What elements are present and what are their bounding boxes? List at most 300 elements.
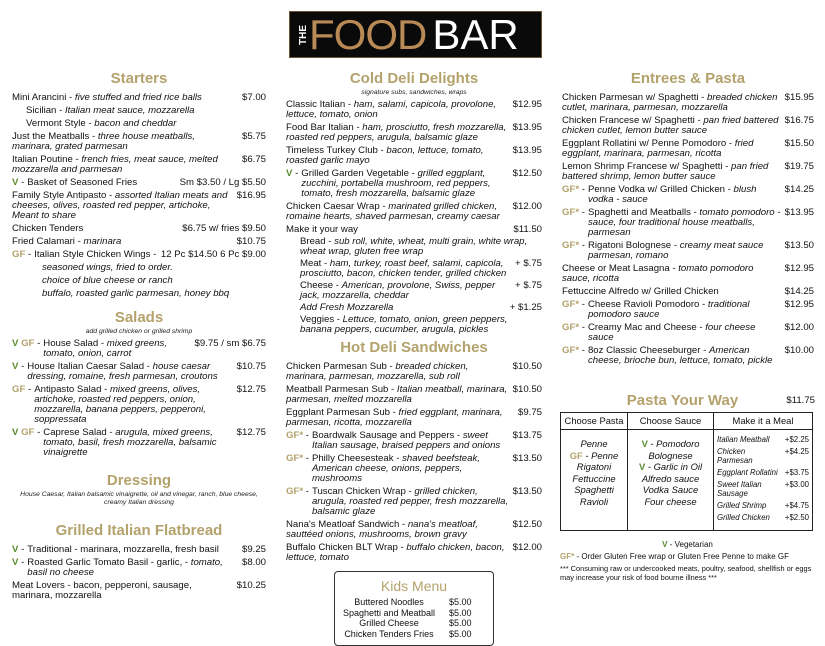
item-name: Food Bar Italian	[286, 122, 354, 133]
item-detail-line: choice of blue cheese or ranch	[42, 275, 173, 286]
menu-item	[286, 431, 542, 451]
option-description: Lettuce, tomato, onion, green peppers, banana peppers, cucumber, arugula, pickles	[300, 314, 508, 335]
item-description: ham, prosciutto, fresh mozzarella, roasted red peppers, arugula, balsamic glaze	[286, 122, 507, 143]
item-body: Spaghetti and Meatballs - tomato pomodoro - sauce, four traditional house meatballs, parmesan	[587, 207, 781, 238]
item-price: $10.75	[236, 361, 266, 372]
item-name: Caprese Salad	[43, 427, 107, 438]
gluten-free-tag: GF*	[562, 345, 580, 356]
item-description: arugula, mixed greens, tomato, basil, fresh mozzarella, balsamic vinaigrette	[43, 427, 217, 458]
item-price: $14.25	[784, 286, 814, 297]
sauce-option-name: Alfredo sauce	[641, 472, 700, 484]
meal-option	[717, 468, 809, 477]
flatbread-section	[12, 522, 266, 601]
menu-item	[562, 93, 814, 113]
menu-item	[286, 202, 542, 222]
item-price: $9.25	[241, 544, 266, 555]
gluten-free-tag: GF*	[562, 240, 580, 251]
item-tags: GF -	[12, 249, 32, 260]
gluten-free-tag: GF	[21, 427, 35, 438]
item-name: Creamy Mac and Cheese	[587, 322, 700, 333]
item-price: $14.25	[784, 184, 814, 195]
item-description: bacon, lettuce, tomato, roasted garlic mayo	[286, 145, 484, 166]
kids-menu-box	[334, 571, 494, 646]
menu-item	[286, 408, 542, 428]
item-description: pan fried battered chicken cutlet, lemon butter sauce	[562, 115, 779, 136]
item-body: Chicken Caesar Wrap - marinated grilled chicken, romaine hearts, shaved parmesan, creamy caesar	[286, 201, 500, 222]
item-tags: GF* -	[562, 345, 585, 356]
item-body	[12, 581, 233, 601]
menu-item	[12, 428, 266, 458]
gluten-free-tag: GF*	[562, 207, 580, 218]
item-description: marinated grilled chicken, romaine hearts, shaved parmesan, creamy caesar	[286, 201, 500, 222]
item-tags: V -	[12, 177, 25, 188]
item-tags: GF* -	[286, 430, 309, 441]
header-make-meal: Make it a Meal	[714, 413, 813, 430]
item-price: $12.00	[784, 322, 814, 333]
item-description: shaved beefsteak, American cheese, onions, peppers, mushrooms	[311, 453, 480, 484]
gluten-free-tag: GF*	[286, 486, 304, 497]
option-body	[300, 303, 506, 313]
option-name: Meat	[300, 258, 322, 269]
pasta-option	[561, 438, 627, 450]
pasta-option	[561, 484, 627, 496]
item-price: $10.25	[236, 580, 266, 591]
menu-item	[286, 146, 542, 166]
sauce-option-name: Bolognese	[648, 449, 693, 461]
item-price: $13.50	[784, 240, 814, 251]
vegetarian-tag: V	[12, 177, 19, 188]
entrees-section	[562, 70, 814, 366]
meal-option-price: +$4.25	[784, 447, 809, 456]
meal-option-name: Sweet Italian Sausage	[717, 480, 762, 498]
item-name: Chicken Caesar Wrap	[286, 201, 380, 212]
item-name: Eggplant Rollatini w/ Penne Pomodoro	[562, 138, 727, 149]
item-body	[27, 178, 175, 188]
item-body: Rigatoni Bolognese - creamy meat sauce parmesan, romano	[587, 240, 764, 261]
left-column	[12, 70, 266, 601]
menu-item	[286, 454, 542, 484]
pasta-your-way-title: Pasta Your Way	[626, 392, 739, 409]
dressing-section	[12, 472, 266, 510]
item-body: Food Bar Italian - ham, prosciutto, fresh mozzarella, roasted red peppers, arugula, balsamic glaze	[286, 122, 507, 143]
item-name: Buffalo Chicken BLT Wrap	[286, 542, 398, 553]
item-body: Grilled Garden Vegetable - grilled eggplant, zucchini, portabella mushroom, red peppers, tomato, fresh mozzarella, balsamic glaze	[301, 168, 491, 199]
vegetarian-tag: V	[12, 338, 19, 349]
item-tags: GF* -	[562, 184, 585, 195]
section-note: House Caesar, Italian balsamic vinaigrette, oil and vinegar, ranch, blue cheese, creamy Italian dressing	[20, 491, 258, 506]
item-body: House Italian Caesar Salad - house caesar dressing, romaine, fresh parmesan, croutons	[27, 361, 218, 382]
item-description: tomato, basil no cheese	[27, 557, 223, 578]
item-name: Nana's Meatloaf Sandwich	[286, 519, 400, 530]
build-option	[286, 281, 542, 301]
menu-item	[12, 237, 266, 247]
kids-item	[335, 629, 493, 640]
meal-option	[717, 513, 809, 522]
item-name: Antipasto Salad	[34, 384, 102, 395]
item-body: Cheese Ravioli Pomodoro - traditional pomodoro sauce	[587, 299, 750, 320]
gluten-free-tag: GF	[12, 384, 26, 395]
sauce-option-name: Garlic in Oil	[653, 461, 703, 472]
item-body: Fried Calamari - marinara	[12, 236, 122, 247]
item-price: $10.00	[784, 345, 814, 356]
item-price: $13.95	[512, 122, 542, 133]
menu-item	[562, 162, 814, 182]
item-price: $13.75	[512, 430, 542, 441]
item-price: $16.95	[236, 190, 266, 201]
item-body: 8oz Classic Cheeseburger - American cheese, brioche bun, lettuce, tomato, pickle	[587, 345, 773, 366]
menu-item	[12, 132, 266, 152]
gluten-free-tag: GF*	[562, 299, 580, 310]
item-body: Just the Meatballs - three house meatballs, marinara, grated parmesan	[12, 131, 195, 152]
gluten-free-tag: GF*	[286, 430, 304, 441]
section-title: Cold Deli Delights	[349, 70, 479, 87]
kids-item-price: $5.00	[449, 628, 472, 639]
item-name: Classic Italian	[286, 99, 346, 110]
option-price: + $.75	[515, 258, 542, 269]
item-price: $12.75	[236, 384, 266, 395]
vegetarian-tag: V	[641, 438, 648, 449]
item-price: $10.50	[512, 384, 542, 395]
item-price: $13.50	[512, 453, 542, 464]
meal-option-name: Grilled Shrimp	[717, 501, 767, 510]
section-title: Hot Deli Sandwiches	[340, 339, 488, 356]
menu-item	[562, 300, 814, 320]
pasta-option-name: Penne	[591, 449, 619, 461]
item-body: Antipasto Salad - mixed greens, olives, artichoke, roasted red peppers, onion, mozzarella, banana peppers, pepperoni, soppressata	[34, 384, 206, 425]
sauce-option-name: Four cheese	[644, 495, 697, 507]
option-description: American, provolone, Swiss, pepper jack, mozzarella, cheddar	[300, 280, 496, 301]
sub-item-description: bacon and cheddar	[94, 118, 177, 129]
item-tags: V GF -	[12, 338, 41, 349]
build-option	[286, 237, 542, 257]
option-body: Cheese - American, provolone, Swiss, pepper jack, mozzarella, cheddar	[300, 280, 496, 301]
item-tags: V -	[286, 168, 299, 179]
meal-option	[717, 435, 809, 444]
section-title: Grilled Italian Flatbread	[55, 522, 223, 539]
section-title: Dressing	[106, 472, 172, 489]
menu-item	[562, 346, 814, 366]
meal-option-name: Eggplant Rollatini	[717, 468, 778, 477]
item-body	[34, 250, 157, 260]
item-body: Mini Arancini - five stuffed and fried rice balls	[12, 92, 202, 103]
item-name: Make it your way	[286, 224, 358, 235]
option-body: Meat - ham, turkey, roast beef, salami, capicola, prosciutto, bacon, chicken tender, grilled chicken	[300, 258, 507, 279]
menu-item	[286, 100, 542, 120]
menu-item	[286, 169, 542, 199]
item-tags: V -	[12, 557, 25, 568]
item-name: Chicken Parmesan Sub	[286, 361, 387, 372]
build-option	[286, 315, 542, 335]
item-name: Philly Cheesesteak	[311, 453, 394, 464]
item-body	[27, 545, 238, 555]
menu-item	[562, 323, 814, 343]
header-choose-pasta: Choose Pasta	[561, 413, 628, 430]
item-description: tomato pomodoro - sauce, four traditional house meatballs, parmesan	[587, 207, 781, 238]
food-safety-warning: *** Consuming raw or undercooked meats, poultry, seafood, shellfish or eggs may increase your risk of food bourne illness ***	[560, 564, 812, 582]
menu-item	[562, 185, 814, 205]
item-price: $12.00	[512, 201, 542, 212]
item-body: Penne Vodka w/ Grilled Chicken - blush vodka - sauce	[587, 184, 757, 205]
item-tags: GF* -	[562, 240, 585, 251]
item-price: $13.95	[784, 207, 814, 218]
sub-item: Sicilian - Italian meat sauce, mozzarella	[26, 105, 195, 116]
item-description: buffalo chicken, bacon, lettuce, tomato	[286, 542, 505, 563]
item-price: $19.75	[784, 161, 814, 172]
item-description: house caesar dressing, romaine, fresh parmesan, croutons	[27, 361, 218, 382]
item-price: $7.00	[241, 92, 266, 103]
item-description: grilled chicken, arugula, roasted red pepper, fresh mozzarella, balsamic glaze	[311, 486, 509, 517]
item-name: Lemon Shrimp Francese w/ Spaghetti	[562, 161, 723, 172]
vegetarian-tag: V	[12, 557, 19, 568]
logo: THE FOOD BAR	[289, 11, 542, 58]
item-body: Meatball Parmesan Sub - Italian meatball, marinara, parmesan, melted mozzarella	[286, 384, 508, 405]
menu-item	[12, 155, 266, 175]
pasta-option-name: Ravioli	[579, 495, 609, 507]
item-description: assorted Italian meats and cheeses, olives, roasted red pepper, artichoke, Meant to share	[12, 190, 228, 221]
item-description: fried eggplant, marinara, parmesan, ricotta, mozzarella	[286, 407, 503, 428]
kids-item	[335, 618, 493, 629]
item-name: Meatball Parmesan Sub	[286, 384, 389, 395]
item-name: House Salad	[43, 338, 99, 349]
item-body: Timeless Turkey Club - bacon, lettuce, tomato, roasted garlic mayo	[286, 145, 484, 166]
pasta-option	[561, 496, 627, 508]
meal-option	[717, 447, 809, 465]
sauce-option	[628, 450, 713, 462]
section-note: signature subs, sandwiches, wraps	[361, 89, 467, 96]
item-description: four cheese sauce	[587, 322, 756, 343]
menu-item	[12, 581, 266, 601]
item-description: traditional pomodoro sauce	[587, 299, 750, 320]
kids-item-name: Grilled Cheese	[359, 618, 419, 628]
menu-item	[286, 487, 542, 517]
vegetarian-tag: V	[12, 361, 19, 372]
menu-item	[12, 362, 266, 382]
kids-item-price: $5.00	[449, 618, 472, 628]
item-tags: GF* -	[562, 207, 585, 218]
item-price: $15.95	[784, 92, 814, 103]
menu-item	[562, 208, 814, 238]
salads-section	[12, 309, 266, 458]
item-price: Sm $3.50 / Lg $5.50	[179, 177, 266, 188]
kids-item-name: Buttered Noodles	[354, 597, 424, 607]
item-body: Chicken Parmesan Sub - breaded chicken, marinara, parmesan, mozzarella, sub roll	[286, 361, 469, 382]
item-name: Tuscan Chicken Wrap	[311, 486, 406, 497]
vegetarian-tag: V	[12, 544, 19, 555]
item-description: ham, salami, capicola, provolone, lettuce, tomato, onion	[286, 99, 497, 120]
meal-option-price: +$3.00	[784, 480, 809, 489]
menu-item	[12, 545, 266, 555]
item-tags: V -	[12, 361, 25, 372]
gluten-free-tag: GF*	[562, 184, 580, 195]
item-name: Grilled Garden Vegetable	[301, 168, 410, 179]
sauce-option	[628, 473, 713, 485]
meal-option-name: Chicken Parmesan	[717, 447, 753, 465]
item-price: $12.50	[512, 168, 542, 179]
item-body	[562, 287, 781, 297]
item-price: $12.95	[784, 263, 814, 274]
item-name: Boardwalk Sausage and Peppers	[311, 430, 455, 441]
option-name: Veggies	[300, 314, 335, 325]
item-price: $12.00	[512, 542, 542, 553]
item-price: $10.50	[512, 361, 542, 372]
gluten-free-tag: GF	[12, 249, 26, 260]
item-body: House Salad - mixed greens, tomato, onion, carrot	[43, 338, 168, 359]
pasta-options	[561, 430, 628, 531]
item-body: Eggplant Rollatini w/ Penne Pomodoro - fried eggplant, marinara, parmesan, ricotta	[562, 138, 754, 159]
item-body: Roasted Garlic Tomato Basil - garlic, - tomato, basil no cheese	[27, 557, 223, 578]
item-price: 12 Pc $14.50 6 Pc $9.00	[160, 249, 266, 260]
item-tags: V -	[12, 544, 25, 555]
item-price: $5.75	[241, 131, 266, 142]
item-name: Meat Lovers - bacon, pepperoni, sausage, marinara, mozzarella	[12, 580, 192, 601]
item-body: Cheese or Meat Lasagna - tomato pomodoro sauce, ricotta	[562, 263, 754, 284]
item-price: $11.50	[513, 224, 542, 235]
item-name: Italian Style Chicken Wings -	[34, 249, 157, 260]
item-name: House Italian Caesar Salad	[27, 361, 145, 372]
section-title: Salads	[114, 309, 164, 326]
starters-section	[12, 70, 266, 299]
item-tags: GF* -	[562, 299, 585, 310]
item-name: 8oz Classic Cheeseburger	[587, 345, 701, 356]
item-description: creamy meat sauce parmesan, romano	[587, 240, 764, 261]
item-name: Chicken Tenders	[12, 223, 84, 234]
item-name: Rigatoni Bolognese	[587, 240, 672, 251]
meal-option-price: +$4.75	[784, 501, 809, 510]
sub-item-name: Vermont Style	[26, 118, 86, 129]
right-column	[562, 70, 814, 366]
item-price: $10.75	[236, 236, 266, 247]
menu-item	[286, 362, 542, 382]
pasta-option-name: Spaghetti	[574, 484, 614, 495]
item-body: Chicken Francese w/ Spaghetti - pan fried battered chicken cutlet, lemon butter sauce	[562, 115, 779, 136]
option-price: + $.75	[515, 280, 542, 291]
item-body: Chicken Parmesan w/ Spaghetti - breaded chicken cutlet, marinara, parmesan, mozzarella	[562, 92, 778, 113]
item-description: blush vodka - sauce	[587, 184, 757, 205]
option-body: Bread - sub roll, white, wheat, multi grain, white wrap, wheat wrap, gluten free wrap	[300, 236, 528, 257]
pasta-option-name: Rigatoni	[576, 461, 612, 472]
item-body: Family Style Antipasto - assorted Italian meats and cheeses, olives, roasted red pepper, artichoke, Meant to share	[12, 190, 228, 221]
vegetarian-tag: V	[12, 427, 19, 438]
item-price: $15.50	[784, 138, 814, 149]
item-name: Eggplant Parmesan Sub	[286, 407, 390, 418]
item-tags: V GF -	[12, 427, 41, 438]
item-description: tomato pomodoro sauce, ricotta	[562, 263, 754, 284]
item-price: $6.75 w/ fries $9.50	[182, 223, 266, 234]
item-body: Lemon Shrimp Francese w/ Spaghetti - pan fried battered shrimp, lemon butter sauce	[562, 161, 769, 182]
item-body: Nana's Meatloaf Sandwich - nana's meatloaf, sauttéed onions, mushrooms, brown gravy	[286, 519, 478, 540]
item-description: mixed greens, tomato, onion, carrot	[43, 338, 168, 359]
item-tags: GF* -	[286, 486, 309, 497]
meal-options	[714, 430, 813, 531]
item-price: $9.75	[517, 407, 542, 418]
item-price: $12.95	[784, 299, 814, 310]
option-name: Cheese	[300, 280, 334, 291]
menu-item	[12, 191, 266, 221]
item-name: Cheese or Meat Lasagna	[562, 263, 670, 274]
item-name: Fettuccine Alfredo w/ Grilled Chicken	[562, 286, 719, 297]
menu-item	[12, 93, 266, 103]
middle-column	[286, 70, 542, 646]
item-tags: GF* -	[286, 453, 309, 464]
meal-option-price: +$2.25	[784, 435, 809, 444]
option-price: + $1.25	[509, 302, 542, 313]
item-description: fried eggplant, marinara, parmesan, ricotta	[562, 138, 754, 159]
item-tags: GF* -	[562, 322, 585, 333]
header-choose-sauce: Choose Sauce	[628, 413, 714, 430]
menu-item	[12, 178, 266, 188]
item-price: $12.95	[512, 99, 542, 110]
legend-gluten-free: GF* - Order Gluten Free wrap or Gluten Free Penne to make GF	[560, 552, 789, 561]
sauce-option-name: Vodka Sauce	[642, 484, 699, 495]
sub-item-description: Italian meat sauce, mozzarella	[64, 105, 195, 116]
kids-menu-title: Kids Menu	[380, 578, 448, 594]
pasta-your-way-price: $11.75	[786, 395, 815, 406]
meal-option	[717, 480, 809, 498]
kids-item	[335, 608, 493, 619]
section-title: Starters	[110, 70, 168, 87]
item-description: french fries, meat sauce, melted mozzarella and parmesan	[12, 154, 218, 175]
item-body	[286, 225, 509, 235]
menu-item	[12, 385, 266, 425]
item-price: $9.75 / sm $6.75	[194, 338, 266, 349]
gluten-free-tag: GF*	[286, 453, 304, 464]
item-body: Creamy Mac and Cheese - four cheese sauce	[587, 322, 756, 343]
item-description: breaded chicken, marinara, parmesan, mozzarella, sub roll	[286, 361, 469, 382]
item-price: $13.50	[512, 486, 542, 497]
kids-item-price: $5.00	[449, 597, 472, 607]
gluten-free-tag: GF	[21, 338, 35, 349]
pasta-option-name: Fettuccine	[572, 472, 616, 484]
pasta-your-way-block	[560, 392, 815, 582]
item-name: Just the Meatballs	[12, 131, 90, 142]
hot-deli-section	[286, 339, 542, 563]
option-name: Bread	[300, 236, 326, 247]
pasta-option	[561, 461, 627, 473]
meal-option-name: Grilled Chicken	[717, 513, 770, 522]
pasta-option	[561, 473, 627, 485]
item-body: Eggplant Parmesan Sub - fried eggplant, marinara, parmesan, ricotta, mozzarella	[286, 407, 503, 428]
meal-option	[717, 501, 809, 510]
menu-item	[562, 287, 814, 297]
meal-option-name: Italian Meatball	[717, 435, 770, 444]
menu-item	[562, 139, 814, 159]
build-option	[286, 259, 542, 279]
menu-item	[12, 558, 266, 578]
item-name: Mini Arancini	[12, 92, 67, 103]
gluten-free-tag: GF	[569, 449, 583, 461]
option-body: Veggies - Lettuce, tomato, onion, green peppers, banana peppers, cucumber, arugula, pickles	[300, 314, 508, 335]
item-name: Cheese Ravioli Pomodoro	[587, 299, 700, 310]
kids-item-name: Spaghetti and Meatball	[342, 607, 436, 618]
item-description: American cheese, brioche bun, lettuce, tomato, pickle	[587, 345, 773, 366]
sub-item-name: Sicilian	[26, 105, 57, 116]
item-name: Fried Calamari	[12, 236, 75, 247]
menu-item	[562, 264, 814, 284]
item-detail-line: seasoned wings, fried to order.	[42, 262, 173, 273]
item-body: Philly Cheesesteak - shaved beefsteak, American cheese, onions, peppers, mushrooms	[311, 453, 480, 484]
item-tags: GF -	[12, 384, 32, 395]
kids-item-name: Chicken Tenders Fries	[344, 628, 434, 639]
item-body: Caprese Salad - arugula, mixed greens, tomato, basil, fresh mozzarella, balsamic vinaigrette	[43, 427, 217, 458]
legend	[560, 540, 815, 582]
item-description: breaded chicken cutlet, marinara, parmesan, mozzarella	[562, 92, 778, 113]
item-name: Traditional - marinara, mozzarella, fresh basil	[27, 544, 219, 555]
option-description: sub roll, white, wheat, multi grain, white wrap, wheat wrap, gluten free wrap	[300, 236, 528, 257]
item-body: Buffalo Chicken BLT Wrap - buffalo chicken, bacon, lettuce, tomato	[286, 542, 505, 563]
vegetarian-tag: V	[638, 461, 646, 472]
item-description: nana's meatloaf, sauttéed onions, mushrooms, brown gravy	[286, 519, 478, 540]
kids-item-price: $5.00	[449, 607, 472, 618]
